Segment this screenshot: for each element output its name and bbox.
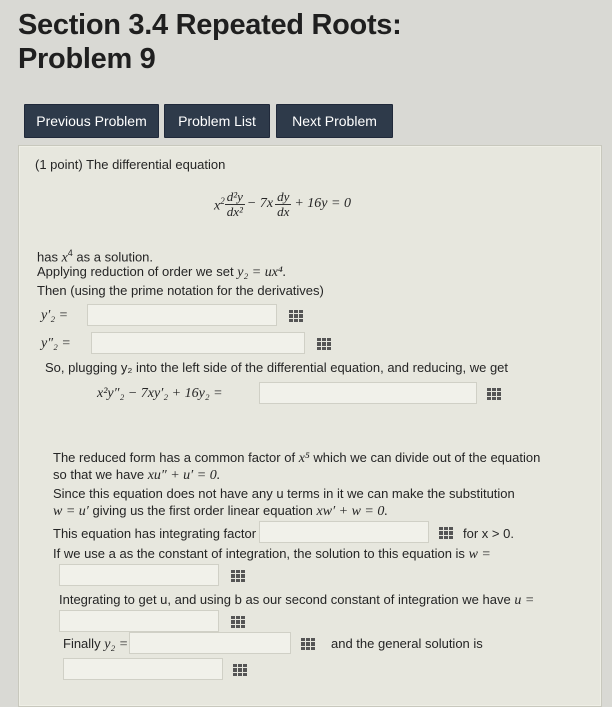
equation-editor-icon[interactable] <box>301 638 315 650</box>
eq-minus-7x: − 7x <box>246 196 274 211</box>
problem-list-button[interactable]: Problem List <box>164 104 270 138</box>
equation-editor-icon[interactable] <box>231 570 245 582</box>
integrate-text: Integrating to get u, and using b as our second constant of integration we have u = <box>59 592 535 608</box>
equation-editor-icon[interactable] <box>233 664 247 676</box>
next-problem-button[interactable]: Next Problem <box>276 104 393 138</box>
integrating-factor-text: This equation has integrating factor <box>53 526 257 541</box>
u-solution-input[interactable] <box>59 610 219 632</box>
y2-double-prime-label: y″₂ = <box>41 336 71 351</box>
finally-text: Finally y₂ = <box>63 636 129 652</box>
eq-d2y-dx2: $\frac{\text{d²y}}{\text{dx²}}$ <box>226 188 243 219</box>
eq-dy-dx: $\frac{dy}{dx}$ <box>277 188 290 219</box>
integrating-factor-input[interactable] <box>259 521 429 543</box>
equation-editor-icon[interactable] <box>439 527 453 539</box>
y2-double-prime-input[interactable] <box>91 332 305 354</box>
equation-editor-icon[interactable] <box>289 310 303 322</box>
integrating-factor-condition: for x > 0. <box>463 526 514 541</box>
reduction-line: Applying reduction of order we set y₂ = ux⁴. <box>37 264 287 280</box>
general-solution-input[interactable] <box>63 658 223 680</box>
y2-prime-input[interactable] <box>87 304 277 326</box>
w-solution-input[interactable] <box>59 564 219 586</box>
constant-a-text: If we use a as the constant of integration, the solution to this equation is w = <box>53 546 491 562</box>
previous-problem-button[interactable]: Previous Problem <box>24 104 159 138</box>
y2-final-input[interactable] <box>129 632 291 654</box>
eq-x2: $x^2$ <box>214 196 225 214</box>
y2-prime-label: y′₂ = <box>41 308 69 323</box>
plug-text: So, plugging y₂ into the left side of the differential equation, and reducing, we get <box>45 360 509 375</box>
reduced-line-2: so that we have xu″ + u′ = 0. <box>53 467 221 483</box>
reduced-line-1: The reduced form has a common factor of x⁵ which we can divide out of the equation <box>53 450 541 466</box>
eq-tail: + 16y = 0 <box>294 196 351 211</box>
plug-result-input[interactable] <box>259 382 477 404</box>
differential-equation <box>214 184 351 224</box>
plug-equation: x²y″₂ − 7xy′₂ + 16y₂ = <box>97 386 223 401</box>
solution-statement: has $x^4$ as a solution. <box>37 248 154 266</box>
page-title <box>18 8 578 76</box>
prime-note: Then (using the prime notation for the derivatives) <box>37 283 324 298</box>
problem-panel <box>18 145 602 707</box>
problem-intro: (1 point) The differential equation <box>35 157 226 172</box>
substitution-line-1: Since this equation does not have any u terms in it we can make the substitution <box>53 486 515 501</box>
equation-editor-icon[interactable] <box>317 338 331 350</box>
equation-editor-icon[interactable] <box>487 388 501 400</box>
equation-editor-icon[interactable] <box>231 616 245 628</box>
general-solution-text: and the general solution is <box>331 636 483 651</box>
page-title-line2: Problem 9 <box>18 43 156 75</box>
page-title-line1: Section 3.4 Repeated Roots: <box>18 9 402 41</box>
substitution-line-2: w = u′ giving us the first order linear equation xw′ + w = 0. <box>53 503 388 519</box>
